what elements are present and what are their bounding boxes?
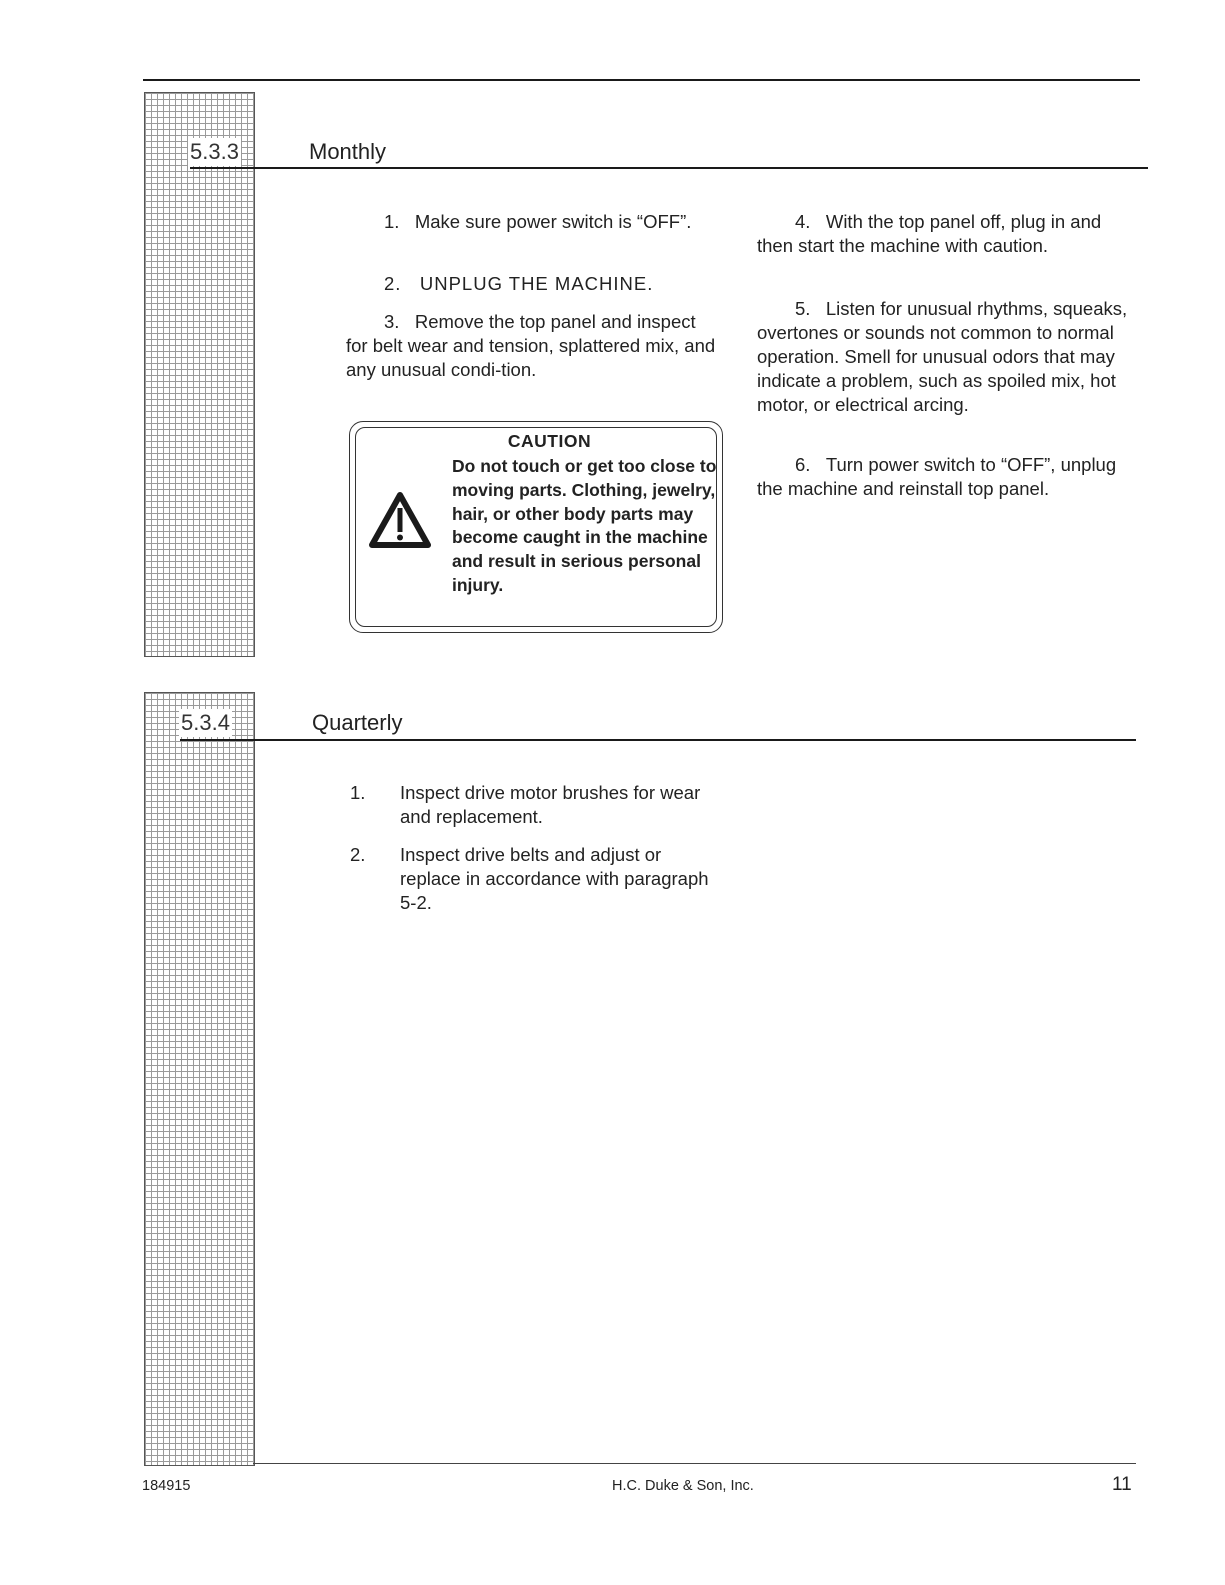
section-number: 5.3.4 bbox=[181, 710, 230, 735]
list-item-number: 2. bbox=[350, 844, 366, 865]
caution-heading: CAUTION bbox=[507, 431, 592, 451]
step-6 bbox=[757, 453, 1139, 501]
list-item-number: 1. bbox=[350, 782, 366, 803]
step-text: Make sure power switch is “OFF”. bbox=[414, 211, 692, 232]
step-number: 6. bbox=[795, 454, 811, 475]
list-item-text: Inspect drive belts and adjust or replace in accordance with paragraph 5-2. bbox=[400, 844, 709, 913]
step-text: Remove the top panel and inspect for belt wear and tension, splattered mix, and any unusual condi-tion. bbox=[346, 311, 716, 380]
step-1 bbox=[346, 210, 716, 234]
footer-rule bbox=[253, 1463, 1136, 1464]
step-number: 4. bbox=[795, 211, 811, 232]
section-grid-margin bbox=[144, 92, 255, 657]
step-text: Turn power switch to “OFF”, unplug the machine and reinstall top panel. bbox=[757, 454, 1117, 499]
step-text: UNPLUG THE MACHINE. bbox=[419, 273, 654, 294]
company-name: H.C. Duke & Son, Inc. bbox=[612, 1478, 754, 1494]
step-text: Listen for unusual rhythms, squeaks, overtones or sounds not common to normal operation. Smell for unusual odors that may indicate a problem, such as spoiled mix, hot motor, or electrical arcing. bbox=[757, 298, 1128, 415]
step-number: 3. bbox=[384, 311, 400, 332]
step-number: 2. bbox=[384, 273, 402, 294]
section-rule bbox=[180, 739, 1136, 741]
step-text: With the top panel off, plug in and then start the machine with caution. bbox=[757, 211, 1102, 256]
page-number: 11 bbox=[1112, 1474, 1132, 1495]
section-number: 5.3.3 bbox=[190, 139, 239, 164]
section-title: Quarterly bbox=[312, 710, 403, 735]
step-5 bbox=[757, 297, 1141, 417]
step-4 bbox=[757, 210, 1139, 258]
step-number: 5. bbox=[795, 298, 811, 319]
section-rule bbox=[190, 167, 1148, 169]
caution-text: Do not touch or get too close to moving parts. Clothing, jewelry, hair, or other body parts may become caught in the machine and result in serious personal injury. bbox=[452, 456, 717, 595]
step-2 bbox=[346, 272, 716, 296]
section-grid-margin bbox=[144, 692, 255, 1466]
top-rule bbox=[143, 79, 1140, 81]
step-3 bbox=[346, 310, 718, 382]
document-number: 184915 bbox=[142, 1478, 191, 1494]
section-title: Monthly bbox=[309, 139, 387, 164]
list-item-text: Inspect drive motor brushes for wear and replacement. bbox=[400, 782, 701, 827]
step-number: 1. bbox=[384, 211, 400, 232]
warning-triangle-icon bbox=[368, 490, 432, 550]
